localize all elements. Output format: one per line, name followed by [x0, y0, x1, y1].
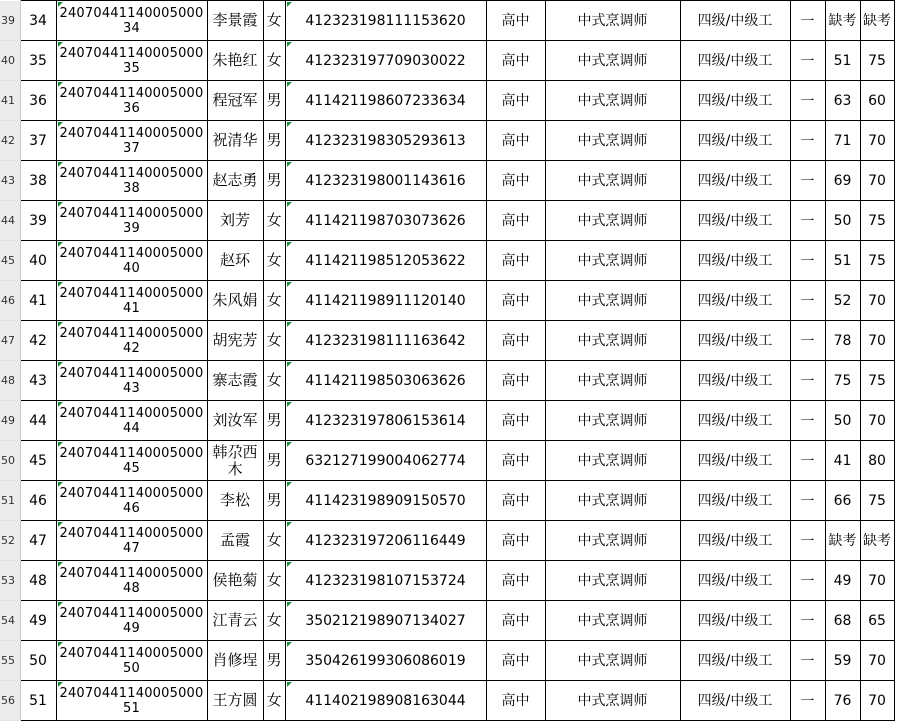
occupation-cell[interactable]: 中式烹调师 [545, 201, 680, 241]
practice-score-cell[interactable]: 缺考 [860, 521, 894, 561]
education-cell[interactable]: 高中 [486, 201, 545, 241]
occupation-cell[interactable]: 中式烹调师 [545, 281, 680, 321]
name-cell[interactable]: 寨志霞 [207, 361, 263, 401]
serial-number-cell[interactable]: 45 [20, 441, 56, 481]
theory-score-cell[interactable]: 75 [825, 361, 860, 401]
gender-cell[interactable]: 女 [263, 561, 285, 601]
id-card-cell[interactable]: 412323197709030022 [285, 41, 486, 81]
practice-score-cell[interactable]: 70 [860, 161, 894, 201]
dash-cell[interactable]: 一 [790, 241, 825, 281]
gender-cell[interactable]: 男 [263, 441, 285, 481]
table-row [0, 281, 894, 321]
table-row [0, 601, 894, 641]
dash-cell[interactable]: 一 [790, 41, 825, 81]
dash-cell[interactable]: 一 [790, 601, 825, 641]
serial-number-cell[interactable]: 44 [20, 401, 56, 441]
id-card-cell[interactable]: 412323198111153620 [285, 1, 486, 41]
education-cell[interactable]: 高中 [486, 681, 545, 721]
id-card-cell[interactable]: 411421198703073626 [285, 201, 486, 241]
education-cell[interactable]: 高中 [486, 81, 545, 121]
level-cell[interactable]: 四级/中级工 [680, 241, 790, 281]
row-header[interactable]: 51 [0, 481, 20, 521]
theory-score-cell[interactable]: 68 [825, 601, 860, 641]
id-card-cell[interactable]: 412323198111163642 [285, 321, 486, 361]
table-body [0, 1, 894, 721]
level-cell[interactable]: 四级/中级工 [680, 481, 790, 521]
exam-id-cell[interactable]: 2407044114000500043 [56, 361, 207, 401]
id-card-cell[interactable]: 411421198607233634 [285, 81, 486, 121]
serial-number-cell[interactable]: 39 [20, 201, 56, 241]
name-cell[interactable]: 程冠军 [207, 81, 263, 121]
level-cell[interactable]: 四级/中级工 [680, 441, 790, 481]
exam-id-cell[interactable]: 2407044114000500042 [56, 321, 207, 361]
theory-score-cell[interactable]: 51 [825, 241, 860, 281]
education-cell[interactable]: 高中 [486, 481, 545, 521]
gender-cell[interactable]: 女 [263, 41, 285, 81]
exam-id-cell[interactable]: 2407044114000500048 [56, 561, 207, 601]
row-header[interactable]: 56 [0, 681, 20, 721]
dash-cell[interactable]: 一 [790, 281, 825, 321]
table-row [0, 441, 894, 481]
name-cell[interactable]: 刘芳 [207, 201, 263, 241]
id-card-cell[interactable]: 350212198907134027 [285, 601, 486, 641]
id-card-cell[interactable]: 411421198503063626 [285, 361, 486, 401]
serial-number-cell[interactable]: 41 [20, 281, 56, 321]
serial-number-cell[interactable]: 40 [20, 241, 56, 281]
practice-score-cell[interactable]: 70 [860, 321, 894, 361]
occupation-cell[interactable]: 中式烹调师 [545, 361, 680, 401]
gender-cell[interactable]: 男 [263, 121, 285, 161]
exam-id-cell[interactable]: 2407044114000500050 [56, 641, 207, 681]
table-row [0, 321, 894, 361]
occupation-cell[interactable]: 中式烹调师 [545, 321, 680, 361]
dash-cell[interactable]: 一 [790, 521, 825, 561]
name-cell[interactable]: 胡宪芳 [207, 321, 263, 361]
row-header[interactable]: 46 [0, 281, 20, 321]
practice-score-cell[interactable]: 70 [860, 561, 894, 601]
education-cell[interactable]: 高中 [486, 441, 545, 481]
theory-score-cell[interactable]: 76 [825, 681, 860, 721]
serial-number-cell[interactable]: 38 [20, 161, 56, 201]
theory-score-cell[interactable]: 52 [825, 281, 860, 321]
exam-id-cell[interactable]: 2407044114000500044 [56, 401, 207, 441]
table-row [0, 361, 894, 401]
education-cell[interactable]: 高中 [486, 1, 545, 41]
serial-number-cell[interactable]: 46 [20, 481, 56, 521]
table-row [0, 81, 894, 121]
gender-cell[interactable]: 女 [263, 321, 285, 361]
name-cell[interactable]: 赵环 [207, 241, 263, 281]
occupation-cell[interactable]: 中式烹调师 [545, 161, 680, 201]
name-cell[interactable]: 江青云 [207, 601, 263, 641]
table-row [0, 41, 894, 81]
education-cell[interactable]: 高中 [486, 561, 545, 601]
table-row [0, 201, 894, 241]
occupation-cell[interactable]: 中式烹调师 [545, 641, 680, 681]
exam-id-cell[interactable]: 2407044114000500036 [56, 81, 207, 121]
name-cell[interactable]: 韩尕西木 [207, 441, 263, 481]
level-cell[interactable]: 四级/中级工 [680, 321, 790, 361]
id-card-cell[interactable]: 412323198305293613 [285, 121, 486, 161]
id-card-cell[interactable]: 411421198512053622 [285, 241, 486, 281]
name-cell[interactable]: 李景霞 [207, 1, 263, 41]
exam-id-cell[interactable]: 2407044114000500038 [56, 161, 207, 201]
occupation-cell[interactable]: 中式烹调师 [545, 521, 680, 561]
table-row [0, 401, 894, 441]
occupation-cell[interactable]: 中式烹调师 [545, 121, 680, 161]
exam-id-cell[interactable]: 2407044114000500046 [56, 481, 207, 521]
education-cell[interactable]: 高中 [486, 361, 545, 401]
exam-id-cell[interactable]: 2407044114000500035 [56, 41, 207, 81]
name-cell[interactable]: 李松 [207, 481, 263, 521]
education-cell[interactable]: 高中 [486, 601, 545, 641]
exam-id-cell[interactable]: 2407044114000500051 [56, 681, 207, 721]
id-card-cell[interactable]: 412323197206116449 [285, 521, 486, 561]
row-header[interactable]: 53 [0, 561, 20, 601]
row-header[interactable]: 39 [0, 1, 20, 41]
row-header[interactable]: 43 [0, 161, 20, 201]
row-header[interactable]: 54 [0, 601, 20, 641]
education-cell[interactable]: 高中 [486, 521, 545, 561]
level-cell[interactable]: 四级/中级工 [680, 561, 790, 601]
id-card-cell[interactable]: 411402198908163044 [285, 681, 486, 721]
education-cell[interactable]: 高中 [486, 321, 545, 361]
id-card-cell[interactable]: 412323197806153614 [285, 401, 486, 441]
serial-number-cell[interactable]: 49 [20, 601, 56, 641]
education-cell[interactable]: 高中 [486, 41, 545, 81]
gender-cell[interactable]: 女 [263, 201, 285, 241]
theory-score-cell[interactable]: 41 [825, 441, 860, 481]
table-row [0, 241, 894, 281]
gender-cell[interactable]: 男 [263, 641, 285, 681]
table-row [0, 1, 894, 41]
dash-cell[interactable]: 一 [790, 441, 825, 481]
name-cell[interactable]: 侯艳菊 [207, 561, 263, 601]
exam-id-cell[interactable]: 2407044114000500040 [56, 241, 207, 281]
practice-score-cell[interactable]: 60 [860, 81, 894, 121]
theory-score-cell[interactable]: 49 [825, 561, 860, 601]
practice-score-cell[interactable]: 75 [860, 201, 894, 241]
serial-number-cell[interactable]: 43 [20, 361, 56, 401]
gender-cell[interactable]: 男 [263, 401, 285, 441]
occupation-cell[interactable]: 中式烹调师 [545, 41, 680, 81]
practice-score-cell[interactable]: 65 [860, 601, 894, 641]
education-cell[interactable]: 高中 [486, 401, 545, 441]
gender-cell[interactable]: 男 [263, 481, 285, 521]
id-card-cell[interactable]: 411423198909150570 [285, 481, 486, 521]
gender-cell[interactable]: 女 [263, 1, 285, 41]
theory-score-cell[interactable]: 50 [825, 401, 860, 441]
theory-score-cell[interactable]: 69 [825, 161, 860, 201]
practice-score-cell[interactable]: 75 [860, 481, 894, 521]
level-cell[interactable]: 四级/中级工 [680, 121, 790, 161]
name-cell[interactable]: 刘汝军 [207, 401, 263, 441]
id-card-cell[interactable]: 412323198001143616 [285, 161, 486, 201]
id-card-cell[interactable]: 411421198911120140 [285, 281, 486, 321]
name-cell[interactable]: 赵志勇 [207, 161, 263, 201]
practice-score-cell[interactable]: 70 [860, 121, 894, 161]
table-row [0, 121, 894, 161]
dash-cell[interactable]: 一 [790, 201, 825, 241]
table-row [0, 521, 894, 561]
name-cell[interactable]: 朱风娟 [207, 281, 263, 321]
occupation-cell[interactable]: 中式烹调师 [545, 561, 680, 601]
practice-score-cell[interactable]: 缺考 [860, 1, 894, 41]
level-cell[interactable]: 四级/中级工 [680, 41, 790, 81]
practice-score-cell[interactable]: 75 [860, 361, 894, 401]
dash-cell[interactable]: 一 [790, 361, 825, 401]
serial-number-cell[interactable]: 36 [20, 81, 56, 121]
gender-cell[interactable]: 女 [263, 361, 285, 401]
occupation-cell[interactable]: 中式烹调师 [545, 241, 680, 281]
row-header[interactable]: 50 [0, 441, 20, 481]
dash-cell[interactable]: 一 [790, 81, 825, 121]
education-cell[interactable]: 高中 [486, 241, 545, 281]
serial-number-cell[interactable]: 42 [20, 321, 56, 361]
id-card-cell[interactable]: 412323198107153724 [285, 561, 486, 601]
dash-cell[interactable]: 一 [790, 401, 825, 441]
row-header[interactable]: 44 [0, 201, 20, 241]
theory-score-cell[interactable]: 59 [825, 641, 860, 681]
dash-cell[interactable]: 一 [790, 161, 825, 201]
occupation-cell[interactable]: 中式烹调师 [545, 81, 680, 121]
table-row [0, 681, 894, 721]
dash-cell[interactable]: 一 [790, 481, 825, 521]
occupation-cell[interactable]: 中式烹调师 [545, 681, 680, 721]
table-row [0, 641, 894, 681]
education-cell[interactable]: 高中 [486, 641, 545, 681]
row-header[interactable]: 45 [0, 241, 20, 281]
exam-id-cell[interactable]: 2407044114000500041 [56, 281, 207, 321]
level-cell[interactable]: 四级/中级工 [680, 681, 790, 721]
id-card-cell[interactable]: 632127199004062774 [285, 441, 486, 481]
level-cell[interactable]: 四级/中级工 [680, 641, 790, 681]
exam-id-cell[interactable]: 2407044114000500037 [56, 121, 207, 161]
row-header[interactable]: 47 [0, 321, 20, 361]
dash-cell[interactable]: 一 [790, 121, 825, 161]
level-cell[interactable]: 四级/中级工 [680, 1, 790, 41]
row-header[interactable]: 55 [0, 641, 20, 681]
level-cell[interactable]: 四级/中级工 [680, 161, 790, 201]
serial-number-cell[interactable]: 35 [20, 41, 56, 81]
education-cell[interactable]: 高中 [486, 121, 545, 161]
dash-cell[interactable]: 一 [790, 321, 825, 361]
dash-cell[interactable]: 一 [790, 681, 825, 721]
table-row [0, 481, 894, 521]
name-cell[interactable]: 孟霞 [207, 521, 263, 561]
practice-score-cell[interactable]: 70 [860, 641, 894, 681]
dash-cell[interactable]: 一 [790, 1, 825, 41]
exam-id-cell[interactable]: 2407044114000500039 [56, 201, 207, 241]
dash-cell[interactable]: 一 [790, 641, 825, 681]
row-header[interactable]: 42 [0, 121, 20, 161]
occupation-cell[interactable]: 中式烹调师 [545, 401, 680, 441]
gender-cell[interactable]: 女 [263, 601, 285, 641]
exam-id-cell[interactable]: 2407044114000500045 [56, 441, 207, 481]
row-header[interactable]: 52 [0, 521, 20, 561]
education-cell[interactable]: 高中 [486, 161, 545, 201]
serial-number-cell[interactable]: 47 [20, 521, 56, 561]
gender-cell[interactable]: 女 [263, 281, 285, 321]
level-cell[interactable]: 四级/中级工 [680, 81, 790, 121]
occupation-cell[interactable]: 中式烹调师 [545, 481, 680, 521]
serial-number-cell[interactable]: 48 [20, 561, 56, 601]
theory-score-cell[interactable]: 71 [825, 121, 860, 161]
practice-score-cell[interactable]: 75 [860, 41, 894, 81]
serial-number-cell[interactable]: 51 [20, 681, 56, 721]
theory-score-cell[interactable]: 63 [825, 81, 860, 121]
level-cell[interactable]: 四级/中级工 [680, 521, 790, 561]
gender-cell[interactable]: 男 [263, 161, 285, 201]
practice-score-cell[interactable]: 70 [860, 681, 894, 721]
row-header[interactable]: 41 [0, 81, 20, 121]
exam-id-cell[interactable]: 2407044114000500034 [56, 1, 207, 41]
name-cell[interactable]: 祝清华 [207, 121, 263, 161]
dash-cell[interactable]: 一 [790, 561, 825, 601]
row-header[interactable]: 40 [0, 41, 20, 81]
row-header[interactable]: 48 [0, 361, 20, 401]
row-header[interactable]: 49 [0, 401, 20, 441]
theory-score-cell[interactable]: 50 [825, 201, 860, 241]
practice-score-cell[interactable]: 70 [860, 401, 894, 441]
level-cell[interactable]: 四级/中级工 [680, 401, 790, 441]
theory-score-cell[interactable]: 缺考 [825, 521, 860, 561]
practice-score-cell[interactable]: 80 [860, 441, 894, 481]
level-cell[interactable]: 四级/中级工 [680, 201, 790, 241]
theory-score-cell[interactable]: 缺考 [825, 1, 860, 41]
level-cell[interactable]: 四级/中级工 [680, 601, 790, 641]
name-cell[interactable]: 王方圆 [207, 681, 263, 721]
gender-cell[interactable]: 女 [263, 681, 285, 721]
practice-score-cell[interactable]: 75 [860, 241, 894, 281]
serial-number-cell[interactable]: 37 [20, 121, 56, 161]
theory-score-cell[interactable]: 51 [825, 41, 860, 81]
level-cell[interactable]: 四级/中级工 [680, 281, 790, 321]
occupation-cell[interactable]: 中式烹调师 [545, 1, 680, 41]
serial-number-cell[interactable]: 34 [20, 1, 56, 41]
name-cell[interactable]: 肖修埕 [207, 641, 263, 681]
occupation-cell[interactable]: 中式烹调师 [545, 441, 680, 481]
theory-score-cell[interactable]: 78 [825, 321, 860, 361]
practice-score-cell[interactable]: 70 [860, 281, 894, 321]
table-row [0, 161, 894, 201]
name-cell[interactable]: 朱艳红 [207, 41, 263, 81]
exam-id-cell[interactable]: 2407044114000500047 [56, 521, 207, 561]
education-cell[interactable]: 高中 [486, 281, 545, 321]
serial-number-cell[interactable]: 50 [20, 641, 56, 681]
occupation-cell[interactable]: 中式烹调师 [545, 601, 680, 641]
theory-score-cell[interactable]: 66 [825, 481, 860, 521]
gender-cell[interactable]: 女 [263, 521, 285, 561]
exam-id-cell[interactable]: 2407044114000500049 [56, 601, 207, 641]
gender-cell[interactable]: 女 [263, 241, 285, 281]
level-cell[interactable]: 四级/中级工 [680, 361, 790, 401]
table-row [0, 561, 894, 601]
id-card-cell[interactable]: 350426199306086019 [285, 641, 486, 681]
gender-cell[interactable]: 男 [263, 81, 285, 121]
